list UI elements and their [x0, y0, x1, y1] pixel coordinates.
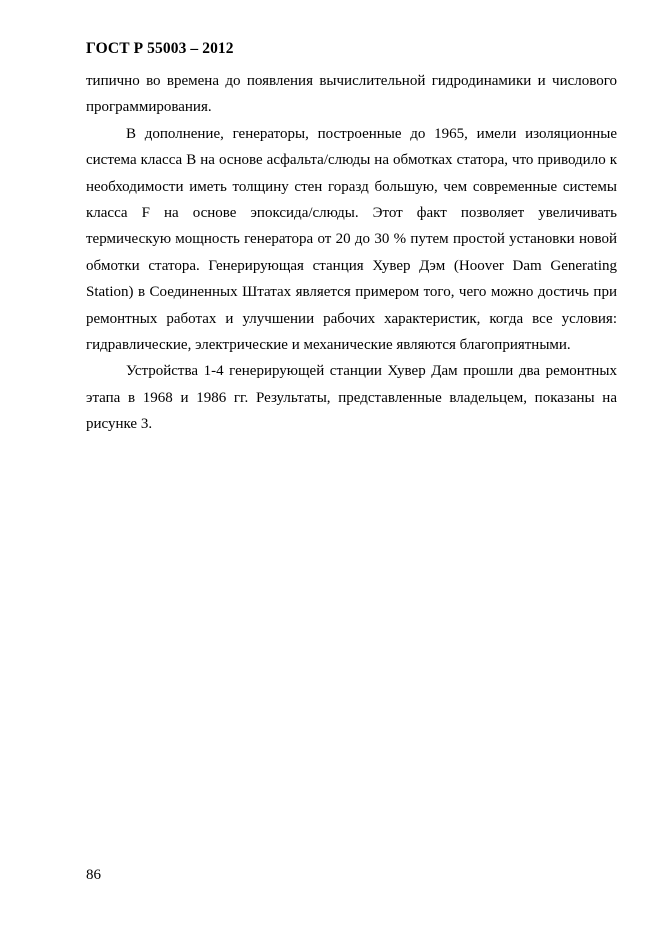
paragraph-insulation-systems: В дополнение, генераторы, построенные до 1965, имели изоляционные система класса В на основе асфальта/слюды на обмотках статора, что приводило к необходимости иметь толщину стен горазд большую, чем современные системы класса F на основе эпоксида/слюды. Этот факт позволяет увеличивать термическую мощность генератора от 20 до 30 % путем простой установки новой обмотки статора. Генерирующая станция Хувер Дэм (Hoover Dam Generating Station) в Соединенных Штатах является примером того, чего можно достичь при ремонтных работах и улучшении рабочих характеристик, когда все условия: гидравлические, электрические и механические являются благоприятными. [86, 125, 617, 354]
paragraph-continuation: типично во времена до появления вычислительной гидродинамики и числового программирования. [86, 73, 617, 116]
page-number: 86 [86, 867, 101, 883]
document-header: ГОСТ Р 55003 – 2012 [86, 40, 234, 57]
paragraph-hoover-dam-units: Устройства 1-4 генерирующей станции Хувер Дам прошли два ремонтных этапа в 1968 и 1986 гг. Результаты, представленные владельцем, показаны на рисунке 3. [86, 363, 617, 433]
body-text [86, 68, 617, 438]
